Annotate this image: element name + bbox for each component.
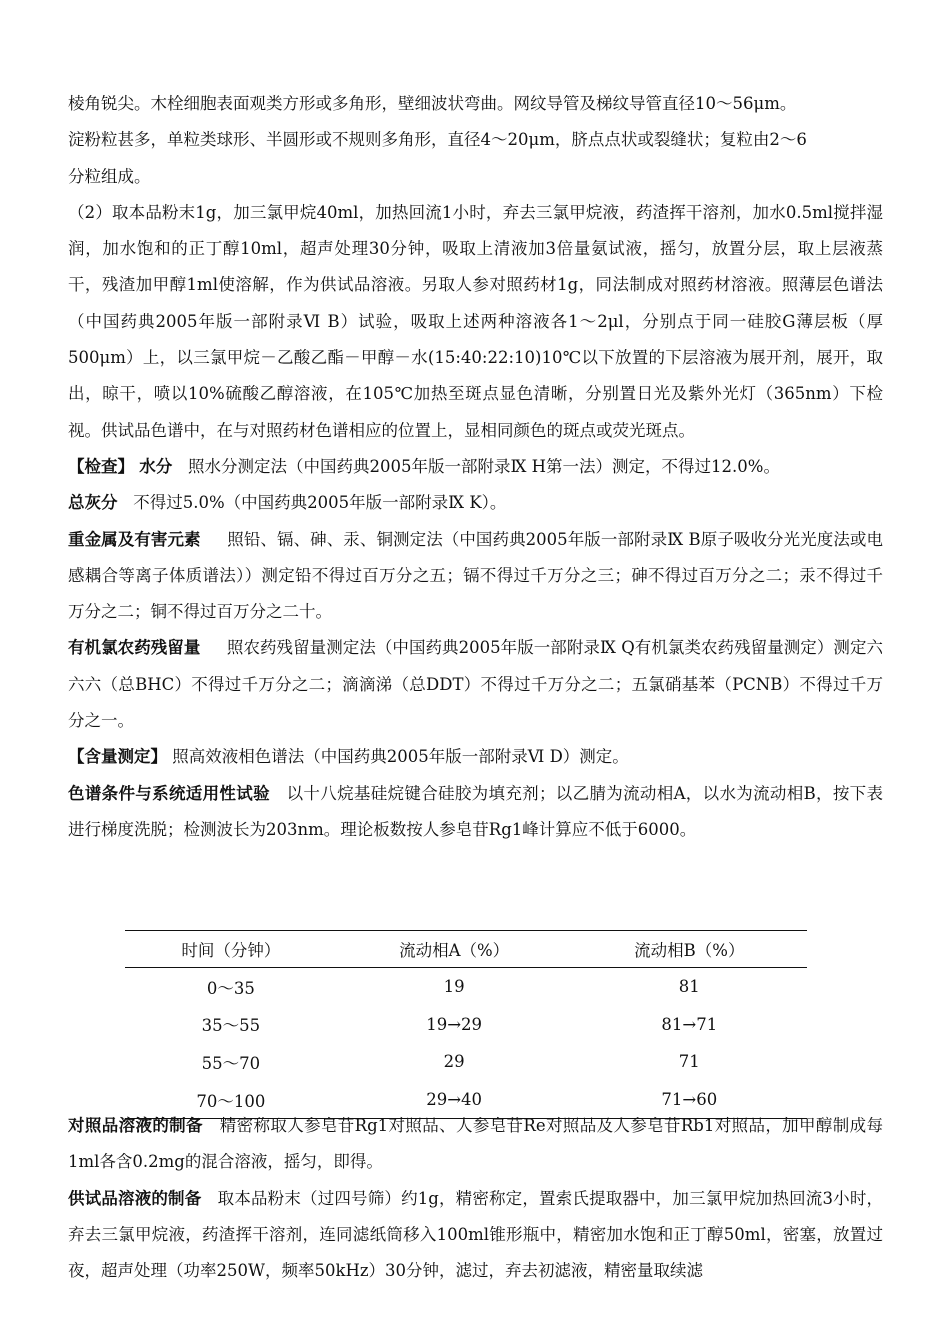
gradient-table [125, 930, 807, 1119]
water-text: 照水分测定法（中国药典2005年版一部附录Ⅸ H第一法）测定，不得过12.0%。 [188, 456, 780, 476]
cell-time: 55～70 [201, 1053, 261, 1073]
chrom-text: 以十八烷基硅烷键合硅胶为填充剂；以乙腈为流动相A，以水为流动相B，按下表进行梯度洗脱；检测波长为203nm。理论板数按人参皂苷Rg1峰计算应不低于6000。 [68, 783, 883, 839]
cell-phase-a: 19→29 [426, 1014, 483, 1034]
cell-phase-b: 81→71 [661, 1014, 718, 1034]
section-check [68, 449, 883, 485]
section-reference-solution [68, 1108, 883, 1181]
para-microscopy-line1: 棱角锐尖。木栓细胞表面观类方形或多角形，壁细波状弯曲。网纹导管及梯纹导管直径10～56μm。 [68, 94, 797, 113]
sample-label: 供试品溶液的制备 [68, 1188, 202, 1208]
ref-text: 精密称取人参皂苷Rg1对照品、人参皂苷Re对照品及人参皂苷Rb1对照品，加甲醇制成每1ml各含0.2mg的混合溶液，摇匀，即得。 [68, 1116, 883, 1172]
section-chromatography [68, 776, 883, 849]
para-microscopy-line2: 淀粉粒甚多，单粒类球形、半圆形或不规则多角形，直径4～20μm，脐点点状或裂缝状；复粒由2～6 [68, 130, 807, 150]
section-sample-solution [68, 1181, 883, 1290]
ash-label: 总灰分 [68, 493, 118, 513]
pesticide-text: 照农药残留量测定法（中国药典2005年版一部附录Ⅸ Q有机氯类农药残留量测定）测定六六六（总BHC）不得过千万分之二；滴滴涕（总DDT）不得过千万分之二；五氯硝基苯（PCNB）不得过千万分之一。 [68, 638, 883, 731]
document-body-continued [68, 1108, 883, 1289]
sample-text: 取本品粉末（过四号筛）约1g，精密称定，置索氏提取器中，加三氯甲烷加热回流3小时，弃去三氯甲烷液，药渣挥干溶剂，连同滤纸筒移入100ml锥形瓶中，精密加水饱和正丁醇50ml，密塞，放置过夜，超声处理（功率250W，频率50kHz）30分钟，滤过，弃去初滤液，精密量取续滤 [68, 1188, 883, 1281]
section-pesticide [68, 630, 883, 739]
cell-phase-b: 71 [678, 1052, 700, 1072]
header-phase-a: 流动相A（%） [337, 931, 572, 968]
document-body [68, 86, 883, 848]
section-ash [68, 485, 883, 521]
cell-time: 35～55 [201, 1016, 261, 1036]
section-assay [68, 739, 883, 775]
cell-phase-a: 29→40 [337, 1081, 572, 1119]
table-header-row [125, 931, 807, 968]
para-microscopy-line3: 分粒组成。 [68, 166, 151, 186]
table-row [125, 1006, 807, 1044]
cell-phase-a: 29 [443, 1052, 465, 1072]
section-heavy-metals [68, 522, 883, 631]
heavy-label: 重金属及有害元素 [68, 529, 201, 549]
para-tlc: （2）取本品粉末1g，加三氯甲烷40ml，加热回流1小时，弃去三氯甲烷液，药渣挥干溶剂，加水0.5ml搅拌湿润，加水饱和的正丁醇10ml，超声处理30分钟，吸取上清液加3倍量氨试液，摇匀，放置分层，取上层液蒸干，残渣加甲醇1ml使溶解，作为供试品溶液。另取人参对照药材1g，同法制成对照药材溶液。照薄层色谱法（中国药典2005年版一部附录Ⅵ B）试验，吸取上述两种溶液各1～2μl，分别点于同一硅胶G薄层板（厚500μm）上，以三氯甲烷－乙酸乙酯－甲醇－水(15:40:22:10)10℃以下放置的下层溶液为展开剂，展开，取出，晾干，喷以10%硫酸乙醇溶液，在105℃加热至斑点显色清晰，分别置日光及紫外光灯（365nm）下检视。供试品色谱中，在与对照药材色谱相应的位置上，显相同颜色的斑点或荧光斑点。 [68, 202, 883, 440]
ref-label: 对照品溶液的制备 [68, 1116, 203, 1135]
pesticide-label: 有机氯农药残留量 [68, 638, 201, 658]
ash-text: 不得过5.0%（中国药典2005年版一部附录Ⅸ K）。 [133, 493, 507, 513]
check-label: 【检查】 [68, 456, 134, 476]
table-row [125, 1043, 807, 1081]
cell-time: 70～100 [125, 1081, 337, 1119]
cell-phase-b: 81 [678, 977, 700, 997]
assay-label: 【含量测定】 [68, 747, 167, 767]
table-row [125, 968, 807, 1006]
para-microscopy [68, 86, 883, 195]
cell-time: 0～35 [206, 978, 255, 998]
header-phase-b: 流动相B（%） [572, 931, 807, 968]
cell-phase-a: 19 [443, 977, 465, 997]
water-label: 水分 [139, 456, 173, 476]
chrom-label: 色谱条件与系统适用性试验 [68, 783, 270, 803]
cell-phase-b: 71→60 [572, 1081, 807, 1119]
assay-text: 照高效液相色谱法（中国药典2005年版一部附录Ⅵ D）测定。 [172, 747, 629, 767]
heavy-text: 照铅、镉、砷、汞、铜测定法（中国药典2005年版一部附录Ⅸ B原子吸收分光光度法或电感耦合等离子体质谱法））测定铅不得过百万分之五；镉不得过千万分之三；砷不得过百万分之二；汞不得过千万分之二；铜不得过百万分之二十。 [68, 529, 883, 622]
header-time: 时间（分钟） [125, 931, 337, 968]
